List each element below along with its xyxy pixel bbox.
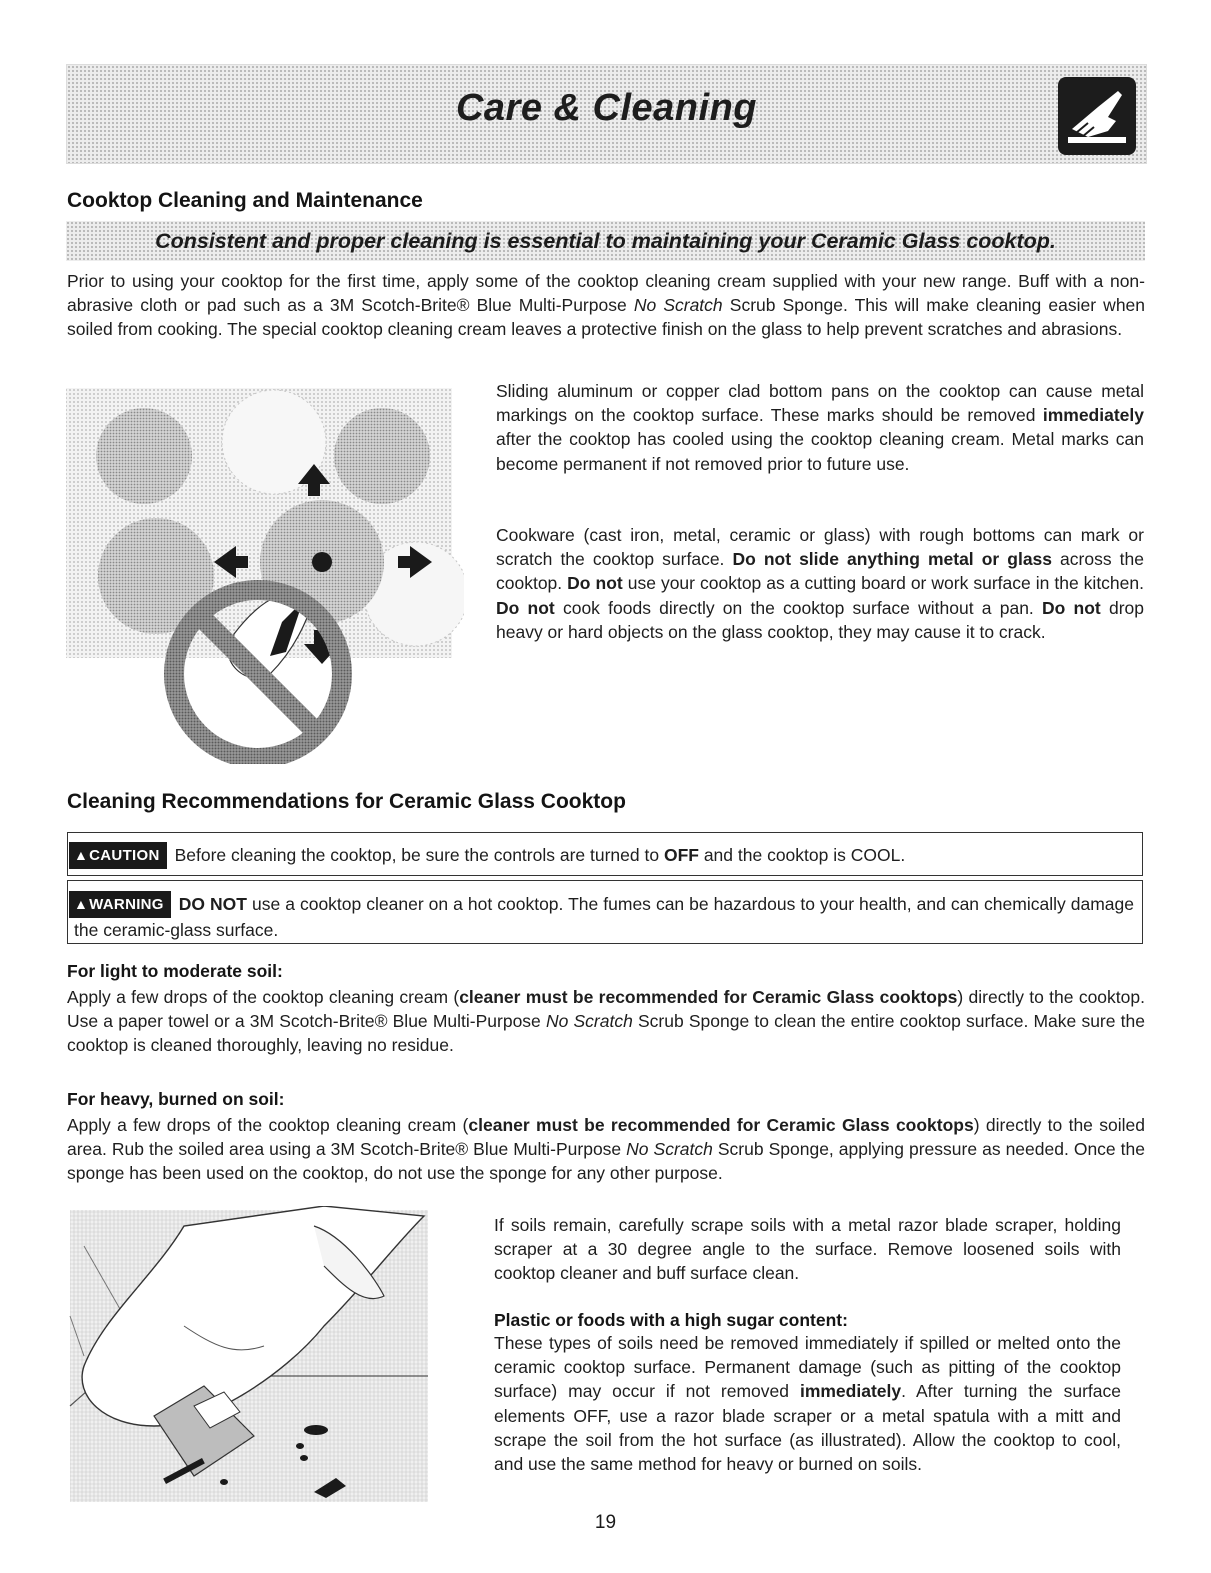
plastic-title: Plastic or foods with a high sugar content: [494, 1310, 848, 1330]
heavy-soil-title: For heavy, burned on soil: [67, 1089, 285, 1109]
warning-box: ▲WARNING DO NOT use a cooktop cleaner on a hot cooktop. The fumes can be hazardous to your health, and can chemically damage the ceramic-glass surface. [67, 880, 1143, 944]
caution-label: ▲CAUTION [69, 842, 167, 869]
page-banner [66, 64, 1147, 164]
scraper-mitt-illustration [64, 1206, 436, 1506]
light-soil-title: For light to moderate soil: [67, 961, 283, 981]
plastic-paragraph: These types of soils need be removed immediately if spilled or melted onto the ceramic cooktop surface. Permanent damage (such as pitting of the cooktop surface) may occur if not removed immediately. After turning the surface elements OFF, use a razor blade scraper or a metal spatula with a mitt and scrape the soil from the hot surface (as illustrated). Allow the cooktop to cool, and use the same method for heavy or burned on soils. [494, 1333, 1121, 1475]
metal-markings-paragraph: Sliding aluminum or copper clad bottom pans on the cooktop can cause metal markings on the cooktop surface. These marks should be removed immediately after the cooktop has cooled using the cooktop cleaning cream. Metal marks can become permanent if not removed prior to future use. [496, 381, 1144, 474]
section-subhead: Consistent and proper cleaning is essential to maintaining your Ceramic Glass cooktop. [66, 221, 1145, 261]
light-soil-paragraph: Apply a few drops of the cooktop cleaning cream (cleaner must be recommended for Ceramic Glass cooktops) directly to the cooktop. Use a paper towel or a 3M Scotch-Brite® Blue Multi-Purpose No Scratch Scrub Sponge to clean the entire cooktop surface. Make sure the cooktop is cleaned thoroughly, leaving no residue. [67, 987, 1145, 1056]
no-sliding-cookware-illustration [64, 384, 464, 764]
warning-triangle-icon: ▲ [74, 896, 89, 912]
warning-label: ▲WARNING [69, 891, 171, 918]
intro-paragraph: Prior to using your cooktop for the first time, apply some of the cooktop cleaning cream supplied with your new range. Buff with a non-abrasive cloth or pad such as a 3M Scotch-Brite® Blue Multi-Purpose No Scratch Scrub Sponge. This will make cleaning easier when soiled from cooking. The special cooktop cleaning cream leaves a protective finish on the glass to help prevent scratches and abrasions. [67, 271, 1146, 340]
heavy-soil-paragraph: Apply a few drops of the cooktop cleaning cream (cleaner must be recommended for Ceramic Glass cooktops) directly to the soiled area. Rub the soiled area using a 3M Scotch-Brite® Blue Multi-Purpose No Scratch Scrub Sponge, applying pressure as needed. Once the sponge has been used on the cooktop, do not use the sponge for any other purpose. [67, 1115, 1145, 1184]
cleaning-hand-icon [1058, 77, 1136, 155]
scrape-paragraph: If soils remain, carefully scrape soils with a metal razor blade scraper, holding scraper at a 30 degree angle to the surface. Remove loosened soils with cooktop cleaner and buff surface clean. [494, 1215, 1121, 1284]
section-heading-cleaning-recommendations: Cleaning Recommendations for Ceramic Glass Cooktop [67, 790, 626, 813]
banner-title: Care & Cleaning [455, 87, 758, 129]
caution-box: ▲CAUTION Before cleaning the cooktop, be sure the controls are turned to OFF and the cooktop is COOL. [67, 832, 1143, 876]
warning-triangle-icon: ▲ [74, 847, 89, 863]
cookware-paragraph: Cookware (cast iron, metal, ceramic or glass) with rough bottoms can mark or scratch the cooktop surface. Do not slide anything metal or glass across the cooktop. Do not use your cooktop as a cutting board or work surface in the kitchen. Do not cook foods directly on the cooktop surface without a pan. Do not drop heavy or hard objects on the glass cooktop, they may cause it to crack. [496, 525, 1144, 642]
section-heading-cooktop-cleaning: Cooktop Cleaning and Maintenance [67, 189, 423, 212]
page-number: 19 [594, 1512, 617, 1533]
